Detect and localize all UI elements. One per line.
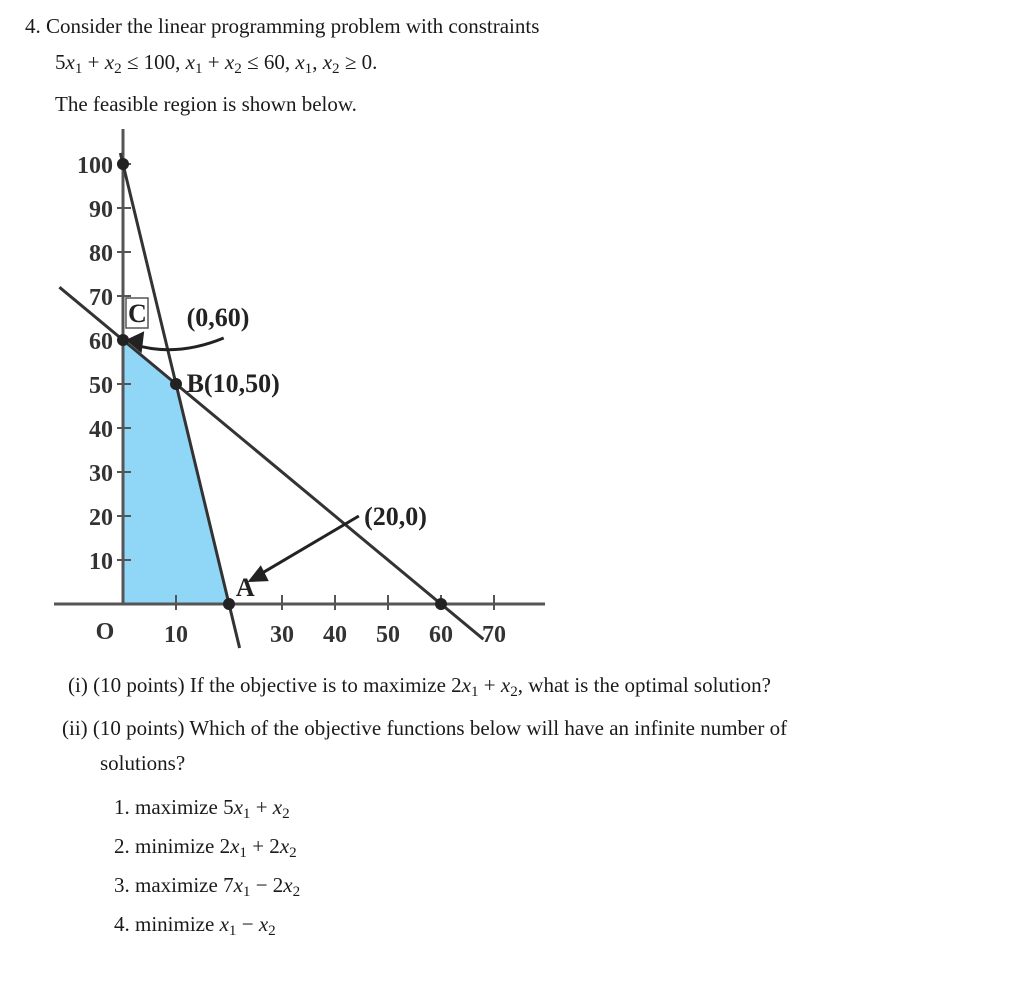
x-tick-label-70: 70 bbox=[482, 622, 506, 648]
option-3: 3. maximize $7x_1 - 2x_2$ bbox=[114, 873, 301, 900]
label-c: C bbox=[128, 299, 147, 328]
label-20-0: (20,0) bbox=[364, 502, 427, 531]
y-tick-label-70: 70 bbox=[89, 285, 113, 311]
question-1-label: (i) bbox=[68, 673, 88, 697]
x-tick-label-10: 10 bbox=[164, 622, 188, 648]
constraints-line: $5x_1 + x_2 \le 100$, $x_1 + x_2 \le 60$, $x_1$, $x_2 \ge 0$. bbox=[55, 50, 378, 77]
question-1: (i) (10 points) If the objective is to maximize $2x_1 + x_2$, what is the optimal solution? bbox=[68, 673, 771, 700]
option-4: 4. minimize $x_1 - x_2$ bbox=[114, 912, 276, 939]
question-2-line2: solutions? bbox=[100, 751, 186, 775]
feasible-region-text: The feasible region is shown below. bbox=[55, 92, 357, 116]
x-tick-label-30: 30 bbox=[270, 622, 294, 648]
y-tick-label-90: 90 bbox=[89, 197, 113, 223]
y-tick-label-10: 10 bbox=[89, 549, 113, 575]
y-tick-label-40: 40 bbox=[89, 417, 113, 443]
y-tick-label-80: 80 bbox=[89, 241, 113, 267]
label-a: A bbox=[235, 573, 255, 602]
question-1-points: (10 points) bbox=[93, 673, 185, 697]
problem-statement bbox=[25, 14, 539, 39]
y-tick-label-50: 50 bbox=[89, 373, 113, 399]
intercept-0-100 bbox=[117, 158, 129, 170]
label-0-60: (0,60) bbox=[186, 303, 250, 332]
x-tick-label-60: 60 bbox=[429, 622, 453, 648]
vertex-b bbox=[170, 378, 182, 390]
feasible-region-chart bbox=[40, 125, 560, 655]
x-tick-label-40: 40 bbox=[323, 622, 347, 648]
y-tick-label-30: 30 bbox=[89, 461, 113, 487]
option-1: 1. maximize $5x_1 + x_2$ bbox=[114, 795, 290, 822]
arrow-0-60 bbox=[134, 338, 224, 350]
x-tick-label-50: 50 bbox=[376, 622, 400, 648]
problem-intro: Consider the linear programming problem with constraints bbox=[46, 14, 540, 38]
y-tick-label-20: 20 bbox=[89, 505, 113, 531]
question-2-points: (10 points) bbox=[92, 716, 185, 740]
problem-number: 4. bbox=[25, 14, 41, 38]
label-b: B(10,50) bbox=[186, 369, 280, 398]
intercept-60-0 bbox=[435, 598, 447, 610]
y-tick-label-60: 60 bbox=[89, 329, 113, 355]
question-2: (ii) (10 points) Which of the objective functions below will have an infinite number of bbox=[62, 716, 788, 740]
vertex-a bbox=[223, 598, 235, 610]
arrow-20-0 bbox=[258, 516, 359, 575]
option-2: 2. minimize $2x_1 + 2x_2$ bbox=[114, 834, 297, 861]
x-origin-label: O bbox=[95, 619, 115, 645]
question-2-label: (ii) bbox=[62, 716, 88, 740]
y-tick-label-100: 100 bbox=[77, 153, 113, 179]
